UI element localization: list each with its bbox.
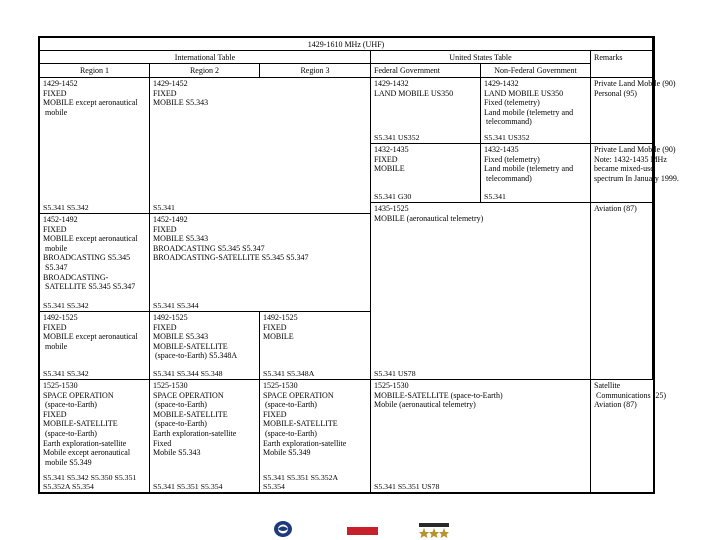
allocation-line: (space-to-Earth) [43, 428, 97, 438]
footnote-line: S5.341 S5.348A [263, 369, 315, 378]
footnote-line: S5.341 US78 [374, 369, 416, 378]
allocation-line: Communications (25) [594, 390, 666, 400]
footnote-line: S5.341 [484, 192, 506, 201]
allocation-line: BROADCASTING S5.345 S5.347 [153, 243, 265, 253]
allocation-line: 1525-1530 [43, 381, 78, 390]
allocation-line: (space-to-Earth) [263, 428, 317, 438]
cell-remarks-1435 [591, 203, 653, 380]
allocation-line: Land mobile (telemetry and [484, 107, 574, 117]
federal-header: Federal Government [371, 64, 481, 78]
allocation-line: FIXED [43, 224, 67, 234]
cell-us-1435 [371, 203, 591, 380]
cell-r2-1492 [150, 312, 260, 380]
allocation-line: 1525-1530 [263, 381, 298, 390]
allocation-line: FIXED [153, 322, 177, 332]
allocation-line: mobile [43, 341, 68, 351]
allocation-line: 1429-1452 [153, 79, 188, 88]
allocation-line: 1452-1492 [153, 215, 188, 224]
footnote-line: S5.341 S5.342 [43, 369, 89, 378]
footnote-line: S5.341 S5.351 S5.352A [263, 473, 339, 482]
allocation-line: MOBILE [263, 332, 294, 342]
us-table-header: United States Table [371, 51, 591, 64]
cell-fed-1432 [371, 144, 481, 203]
allocation-line: MOBILE except aeronautical [43, 98, 138, 108]
cell-r2-1525 [150, 380, 260, 492]
seal-icon [272, 520, 294, 540]
allocation-line: Private Land Mobile (90) [594, 79, 676, 88]
nonfederal-header: Non-Federal Government [481, 64, 591, 78]
allocation-line: BROADCASTING-SATELLITE S5.345 S5.347 [153, 253, 309, 263]
allocation-line: mobile [43, 243, 68, 253]
allocation-line: FIXED [263, 322, 287, 332]
allocation-line: MOBILE-SATELLITE [153, 341, 228, 351]
footnote-line: S5.354 [263, 482, 285, 491]
allocation-line: MOBILE-SATELLITE (space-to-Earth) [374, 390, 503, 400]
allocation-line: (space-to-Earth) [153, 400, 207, 410]
allocation-line: 1492-1525 [153, 313, 188, 322]
allocation-line: MOBILE S5.343 [153, 332, 209, 342]
allocation-line: Mobile (aeronautical telemetry) [374, 400, 476, 410]
allocation-line: FIXED [43, 322, 67, 332]
cell-r2r3-1452 [150, 214, 371, 312]
allocation-line: 1429-1432 [374, 79, 409, 88]
footnote-line: S5.341 S5.351 S5.354 [153, 482, 223, 491]
allocation-line: MOBILE except aeronautical [43, 332, 138, 342]
allocation-line: 1492-1525 [263, 313, 298, 322]
allocation-line: MOBILE-SATELLITE [263, 419, 338, 429]
footnote-references [43, 473, 136, 491]
allocation-line: MOBILE-SATELLITE [43, 419, 118, 429]
remarks-header: Remarks [591, 51, 653, 78]
allocation-line: SPACE OPERATION [263, 390, 334, 400]
allocation-line: MOBILE S5.343 [153, 98, 209, 108]
allocation-line: SPACE OPERATION [153, 390, 224, 400]
footnote-references [153, 369, 223, 378]
region3-header: Region 3 [260, 64, 371, 78]
allocation-line: FIXED [374, 154, 398, 164]
allocation-line: Fixed (telemetry) [484, 154, 540, 164]
footnote-references [374, 369, 416, 378]
allocation-line: 1492-1525 [43, 313, 78, 322]
allocation-line: 1432-1435 [374, 145, 409, 154]
allocation-line: 1429-1432 [484, 79, 519, 88]
footnote-references [43, 369, 89, 378]
allocation-line: FIXED [263, 409, 287, 419]
region2-header: Region 2 [150, 64, 260, 78]
international-table-header: International Table [40, 51, 371, 64]
allocation-line: MOBILE except aeronautical [43, 234, 138, 244]
allocation-line: BROADCASTING- [43, 272, 109, 282]
cell-remarks-1525 [591, 380, 666, 492]
cell-nonfed-1432 [481, 144, 591, 203]
allocation-line: Fixed (telemetry) [484, 98, 540, 108]
allocation-line: Private Land Mobile (90) [594, 145, 676, 154]
allocation-line: 1525-1530 [153, 381, 188, 390]
cell-remarks-1429 [591, 78, 676, 144]
allocation-line: FIXED [43, 88, 67, 98]
allocation-line: LAND MOBILE US350 [374, 88, 454, 98]
allocation-line: spectrum In January 1999. [594, 173, 679, 183]
allocation-line: Earth exploration-satellite [153, 428, 237, 438]
region1-header: Region 1 [40, 64, 150, 78]
footnote-line: S5.341 S5.344 S5.348 [153, 369, 223, 378]
footnote-references [43, 301, 89, 310]
footnote-references [153, 482, 223, 491]
allocation-line: Mobile S5.343 [153, 448, 201, 458]
allocation-line: became mixed-use [594, 164, 654, 174]
allocation-line: Note: 1432-1435 MHz [594, 154, 667, 164]
allocation-line: mobile [43, 107, 68, 117]
footnote-line: S5.341 S5.344 [153, 301, 199, 310]
allocation-line: Aviation (87) [594, 400, 637, 410]
footnote-references [43, 203, 89, 212]
footnote-references [374, 482, 439, 491]
allocation-line: Land mobile (telemetry and [484, 164, 574, 174]
allocation-line: S5.347 [43, 262, 68, 272]
footnote-line: S5.341 G30 [374, 192, 412, 201]
footnote-line: S5.341 S5.351 US78 [374, 482, 440, 491]
allocation-line: Personal (95) [594, 88, 637, 98]
allocation-line: Fixed [153, 438, 172, 448]
footnote-line: S5.341 US352 [484, 133, 530, 142]
footnote-references [374, 133, 420, 142]
footnote-line: S5.341 US352 [374, 133, 420, 142]
allocation-line: Earth exploration-satellite [263, 438, 347, 448]
stars-emblem-icon [418, 522, 450, 540]
allocation-line: FIXED [153, 88, 177, 98]
cell-r3-1492 [260, 312, 371, 380]
footnote-line: S5.341 S5.342 [43, 301, 89, 310]
allocation-line: telecommand) [484, 117, 532, 127]
footnote-references [263, 473, 338, 491]
cell-r1-1492 [40, 312, 150, 380]
cell-r1-1525 [40, 380, 150, 492]
allocation-line: MOBILE S5.343 [153, 234, 209, 244]
red-bar-logo [347, 527, 378, 535]
table-title: 1429-1610 MHz (UHF) [40, 38, 653, 51]
cell-nonfed-1429 [481, 78, 591, 144]
allocation-line: MOBILE (aeronautical telemetry) [374, 213, 484, 223]
allocation-line: LAND MOBILE US350 [484, 88, 564, 98]
allocation-line: Mobile except aeronautical [43, 448, 131, 458]
cell-r3-1525 [260, 380, 371, 492]
cell-r1-1452 [40, 214, 150, 312]
footnote-references [153, 203, 175, 212]
allocation-line: mobile S5.349 [43, 457, 92, 467]
allocation-line: (space-to-Earth) [153, 419, 207, 429]
allocation-line: MOBILE-SATELLITE [153, 409, 228, 419]
allocation-line: Aviation (87) [594, 204, 637, 213]
allocation-line: 1435-1525 [374, 204, 409, 213]
allocation-line: SPACE OPERATION [43, 390, 114, 400]
allocation-line: (space-to-Earth) [263, 400, 317, 410]
footnote-references [484, 133, 530, 142]
footnote-line: S5.341 [153, 203, 175, 212]
allocation-line: BROADCASTING S5.345 [43, 253, 131, 263]
allocation-line: MOBILE [374, 164, 405, 174]
allocation-line: FIXED [153, 224, 177, 234]
allocation-line: Satellite [594, 381, 621, 390]
allocation-line: Earth exploration-satellite [43, 438, 127, 448]
allocation-line: 1432-1435 [484, 145, 519, 154]
cell-us-1525 [371, 380, 591, 492]
cell-r1-1429 [40, 78, 150, 214]
footnote-line: S5.352A S5.354 [43, 482, 94, 491]
footnote-references [263, 369, 314, 378]
allocation-line: FIXED [43, 409, 67, 419]
footnote-line: S5.341 S5.342 [43, 203, 89, 212]
frequency-allocation-table [38, 36, 679, 494]
allocation-line: (space-to-Earth) S5.348A [153, 351, 238, 361]
footnote-references [484, 192, 506, 201]
footnote-references [153, 301, 199, 310]
cell-fed-1429 [371, 78, 481, 144]
allocation-line: Mobile S5.349 [263, 448, 311, 458]
cell-remarks-1432 [591, 144, 679, 203]
allocation-line: (space-to-Earth) [43, 400, 97, 410]
allocation-line: telecommand) [484, 173, 532, 183]
footnote-line: S5.341 S5.342 S5.350 S5.351 [43, 473, 137, 482]
allocation-line: 1525-1530 [374, 381, 409, 390]
allocation-line: 1452-1492 [43, 215, 78, 224]
allocation-line: SATELLITE S5.345 S5.347 [43, 282, 136, 292]
allocation-line: 1429-1452 [43, 79, 78, 88]
footnote-references [374, 192, 411, 201]
cell-r2r3-1429 [150, 78, 371, 214]
